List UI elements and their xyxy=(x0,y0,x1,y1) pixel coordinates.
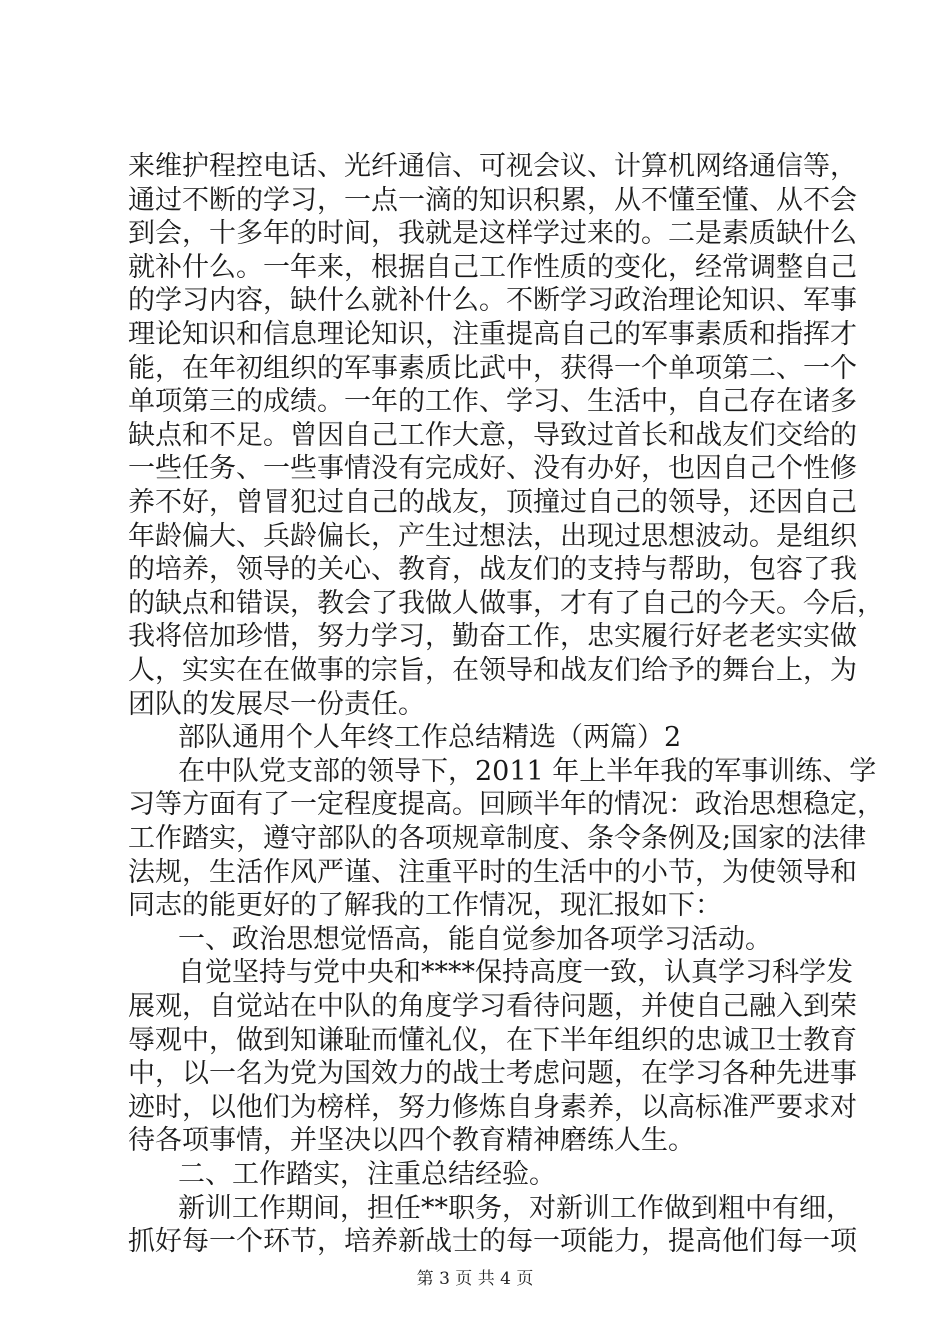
text-line: 习等方面有了一定程度提高。回顾半年的情况：政治思想稳定， xyxy=(128,789,884,821)
section-title: 部队通用个人年终工作总结精选（两篇）2 xyxy=(178,722,682,754)
text-line: 就补什么。一年来，根据自己工作性质的变化，经常调整自己 xyxy=(128,251,857,283)
text-line: 能，在年初组织的军事素质比武中，获得一个单项第二、一个 xyxy=(128,352,857,384)
text-line: 我将倍加珍惜，努力学习，勤奋工作，忠实履行好老老实实做 xyxy=(128,621,857,653)
text-line: 迹时，以他们为榜样，努力修炼自身素养，以高标准严要求对 xyxy=(128,1091,857,1123)
text-line: 同志的能更好的了解我的工作情况，现汇报如下： xyxy=(128,890,722,922)
text-line: 理论知识和信息理论知识，注重提高自己的军事素质和指挥才 xyxy=(128,319,857,350)
text-line: 新训工作期间，担任**职务，对新训工作做到粗中有细， xyxy=(178,1192,853,1224)
text-line: 抓好每一个环节，培养新战士的每一项能力，提高他们每一项 xyxy=(128,1226,857,1258)
subheading: 一、政治思想觉悟高，能自觉参加各项学习活动。 xyxy=(178,923,772,955)
text-line: 待各项事情，并坚决以四个教育精神磨练人生。 xyxy=(128,1125,695,1157)
text-line: 团队的发展尽一份责任。 xyxy=(128,688,425,720)
subheading: 二、工作踏实，注重总结经验。 xyxy=(178,1159,556,1190)
text-line: 展观，自觉站在中队的角度学习看待问题，并使自己融入到荣 xyxy=(128,991,857,1022)
text-line: 养不好，曾冒犯过自己的战友，顶撞过自己的领导，还因自己 xyxy=(128,487,857,518)
text-line: 到会，十多年的时间，我就是这样学过来的。二是素质缺什么 xyxy=(128,218,857,250)
text-line: 通过不断的学习，一点一滴的知识积累，从不懂至懂、从不会 xyxy=(128,184,857,216)
page-footer: 第 3 页 共 4 页 xyxy=(416,1269,534,1289)
text-line: 一些任务、一些事情没有完成好、没有办好，也因自己个性修 xyxy=(128,453,857,485)
text-line: 单项第三的成绩。一年的工作、学习、生活中，自己存在诸多 xyxy=(128,386,857,418)
text-line: 法规，生活作风严谨、注重平时的生活中的小节，为使领导和 xyxy=(128,856,857,888)
text-line: 中，以一名为党为国效力的战士考虑问题，在学习各种先进事 xyxy=(128,1058,857,1090)
text-line: 辱观中，做到知谦耻而懂礼仪，在下半年组织的忠诚卫士教育 xyxy=(128,1024,857,1056)
text-line: 缺点和不足。曾因自己工作大意，导致过首长和战友们交给的 xyxy=(128,419,857,451)
text-line: 的缺点和错误，教会了我做人做事，才有了自己的今天。今后， xyxy=(128,587,884,619)
text-line: 的学习内容，缺什么就补什么。不断学习政治理论知识、军事 xyxy=(128,285,857,317)
text-line: 工作踏实，遵守部队的各项规章制度、条令条例及;国家的法律 xyxy=(128,823,867,854)
text-line: 来维护程控电话、光纤通信、可视会议、计算机网络通信等， xyxy=(128,151,857,182)
text-line: 自觉坚持与党中央和****保持高度一致，认真学习科学发 xyxy=(178,957,853,989)
text-line: 在中队党支部的领导下，2011 年上半年我的军事训练、学 xyxy=(178,755,877,787)
text-line: 年龄偏大、兵龄偏长，产生过想法，出现过思想波动。是组织 xyxy=(128,520,857,552)
text-line: 的培养，领导的关心、教育，战友们的支持与帮助，包容了我 xyxy=(128,554,857,586)
text-line: 人，实实在在做事的宗旨，在领导和战友们给予的舞台上，为 xyxy=(128,655,857,686)
